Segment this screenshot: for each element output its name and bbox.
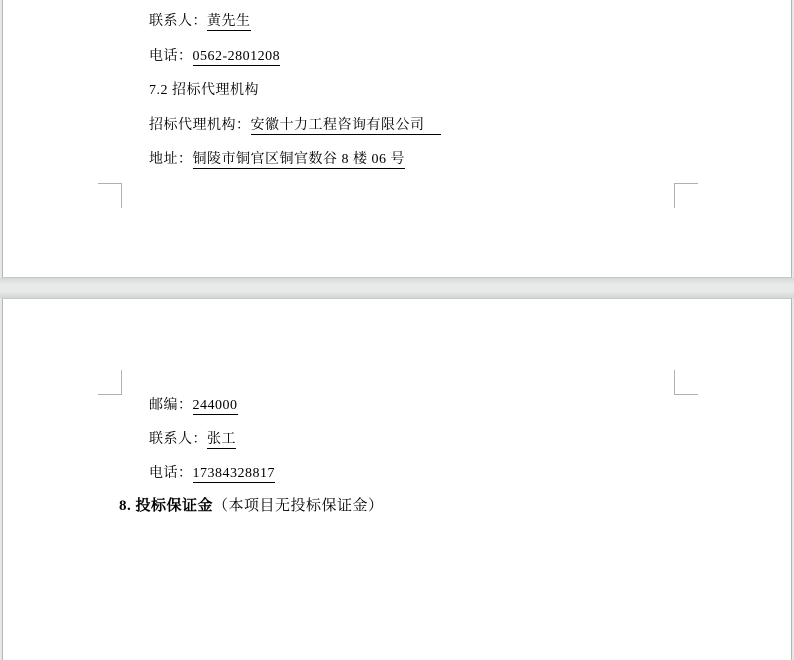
margin-mark-bottom-right-horizontal <box>674 183 698 184</box>
document-page-1[interactable] <box>2 0 792 278</box>
doc-line-contact-person-1 <box>149 13 251 30</box>
field-value-underlined: 17384328817 <box>192 466 275 481</box>
doc-line-phone-1 <box>149 48 280 65</box>
doc-line-agency <box>149 117 441 134</box>
field-label: 联系人： <box>149 14 207 29</box>
section-heading-note-text: （本项目无投标保证金） <box>213 498 384 514</box>
field-label: 招标代理机构： <box>149 118 251 133</box>
field-label: 邮编： <box>149 398 193 413</box>
margin-mark-top-left-vertical <box>121 370 122 395</box>
margin-mark-top-left-horizontal <box>98 394 122 395</box>
doc-line-postcode <box>149 397 238 414</box>
field-label: 电话： <box>149 466 193 481</box>
field-value-underlined: 244000 <box>192 398 238 413</box>
document-page-2[interactable] <box>2 298 792 660</box>
margin-mark-bottom-left-vertical <box>121 183 122 208</box>
page-gap <box>0 278 794 298</box>
doc-line-contact-person-2 <box>149 431 236 448</box>
margin-mark-top-right-horizontal <box>674 394 698 395</box>
field-value-underlined: 0562-2801208 <box>192 49 281 64</box>
field-label: 地址： <box>149 152 193 167</box>
margin-mark-top-right-vertical <box>674 370 675 395</box>
field-label: 联系人： <box>149 432 207 447</box>
section-heading-bold-text: 8. 投标保证金 <box>119 498 214 514</box>
doc-line-phone-2 <box>149 465 275 482</box>
field-label: 电话： <box>149 49 193 64</box>
field-value-underlined: 铜陵市铜官区铜官数谷 8 楼 06 号 <box>192 152 405 167</box>
section-heading-text: 7.2 招标代理机构 <box>149 83 259 98</box>
margin-mark-bottom-left-horizontal <box>98 183 122 184</box>
field-value-underlined: 张工 <box>207 432 236 447</box>
doc-line-address <box>149 151 405 168</box>
margin-mark-bottom-right-vertical <box>674 183 675 208</box>
doc-heading-7-2 <box>149 82 259 99</box>
field-value-underlined: 黄先生 <box>207 14 251 29</box>
field-value-underlined: 安徽十力工程咨询有限公司 <box>251 118 441 135</box>
doc-heading-8-bid-bond <box>119 498 384 515</box>
